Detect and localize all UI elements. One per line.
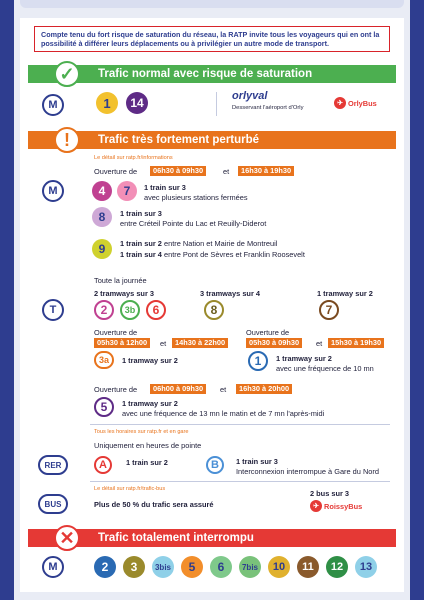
l8-text-2: entre Créteil Pointe du Lac et Reuilly-Diderot — [120, 219, 267, 228]
tram-t5-icon[interactable]: 5 — [94, 397, 114, 417]
saturation-notice: Compte tenu du fort risque de saturation du réseau, la RATP invite tous les voyageurs qui en ont la possibilité à différer leurs déplacements ou à privilégier un autre mode de transport. — [34, 26, 390, 52]
rer-a-text: 1 train sur 2 — [126, 458, 168, 467]
check-icon: ✓ — [54, 61, 80, 87]
rer-mode-icon: RER — [38, 455, 68, 475]
divider — [90, 481, 390, 482]
tram-t1-text-1: 1 tramway sur 2 — [276, 354, 332, 363]
tram-group-2-text: 3 tramways sur 4 — [200, 289, 260, 298]
metro-line-1-icon[interactable]: 1 — [96, 92, 118, 114]
metro-slot-evening: 16h30 à 19h30 — [238, 166, 294, 176]
metro-line-2-icon[interactable]: 2 — [94, 556, 116, 578]
metro-line-5-icon[interactable]: 5 — [181, 556, 203, 578]
tram-slot-b2: 15h30 à 19h30 — [328, 338, 384, 348]
bus-mode-icon: BUS — [38, 494, 68, 514]
metro-detail-link[interactable]: Le détail sur ratp.fr/informations — [94, 155, 173, 161]
rer-b-icon[interactable]: B — [206, 456, 224, 474]
tram-t3a-text: 1 tramway sur 2 — [122, 356, 178, 365]
tram-slot-c1: 06h00 à 09h30 — [150, 384, 206, 394]
tram-ouv-a: Ouverture de — [94, 328, 138, 337]
tram-t3b-icon[interactable]: 3b — [120, 300, 140, 320]
metro-line-6-icon[interactable]: 6 — [210, 556, 232, 578]
rer-a-icon[interactable]: A — [94, 456, 112, 474]
rer-b-text-1: 1 train sur 3 — [236, 457, 278, 466]
tram-t5-text-1: 1 tramway sur 2 — [122, 399, 178, 408]
tram-t6-icon[interactable]: 6 — [146, 300, 166, 320]
rer-b-text-2: Interconnexion interrompue à Gare du Nord — [236, 467, 379, 476]
l4-7-text-2: avec plusieurs stations fermées — [144, 193, 248, 202]
metro-line-9-icon[interactable]: 9 — [92, 239, 112, 259]
tram-et-c: et — [220, 385, 227, 394]
section-interrompu-title: Trafic totalement interrompu — [28, 529, 396, 547]
metro-line-12-icon[interactable]: 12 — [326, 556, 348, 578]
metro-mode-icon-3: M — [42, 556, 64, 578]
metro-line-14-icon[interactable]: 14 — [126, 92, 148, 114]
l9-text-1: 1 train sur 2 entre Nation et Mairie de Montreuil — [120, 239, 278, 248]
rer-detail-link[interactable]: Tous les horaires sur ratp.fr et en gare — [94, 429, 189, 435]
metro-line-11-icon[interactable]: 11 — [297, 556, 319, 578]
metro-ouverture-label: Ouverture de — [94, 167, 138, 176]
metro-mode-icon-2: M — [42, 180, 64, 202]
tram-et-a: et — [160, 339, 167, 348]
l9-text-2: 1 train sur 4 entre Pont de Sèvres et Franklin Roosevelt — [120, 250, 305, 259]
tram-t3a-icon[interactable]: 3a — [94, 351, 114, 369]
metro-line-3bis-icon[interactable]: 3bis — [152, 556, 174, 578]
roissybus-logo: RoissyBus — [324, 502, 363, 511]
tram-slot-c2: 16h30 à 20h00 — [236, 384, 292, 394]
metro-line-7-icon[interactable]: 7 — [117, 181, 137, 201]
bus-text: Plus de 50 % du trafic sera assuré — [94, 500, 214, 509]
tram-ouv-c: Ouverture de — [94, 385, 138, 394]
roissybus-icon: ✈ — [310, 500, 322, 512]
orlyval-logo: orlyval — [232, 90, 268, 102]
tram-group-1-text: 2 tramways sur 3 — [94, 289, 154, 298]
tram-slot-b1: 05h30 à 09h30 — [246, 338, 302, 348]
warning-icon: ! — [54, 127, 80, 153]
metro-line-8-icon[interactable]: 8 — [92, 207, 112, 227]
tram-slot-a1: 05h30 à 12h00 — [94, 338, 150, 348]
tram-t7-icon[interactable]: 7 — [319, 300, 339, 320]
tram-t2-icon[interactable]: 2 — [94, 300, 114, 320]
metro-et: et — [223, 167, 230, 176]
metro-slot-morning: 06h30 à 09h30 — [150, 166, 206, 176]
roissybus-ratio: 2 bus sur 3 — [310, 489, 350, 498]
tram-toute-journee: Toute la journée — [94, 276, 147, 285]
orlybus-logo: OrlyBus — [348, 99, 377, 108]
metro-line-13-icon[interactable]: 13 — [355, 556, 377, 578]
tram-ouv-b: Ouverture de — [246, 328, 290, 337]
cross-icon: ✕ — [54, 525, 80, 551]
tram-t1-icon[interactable]: 1 — [248, 351, 268, 371]
tram-t1-text-2: avec une fréquence de 10 mn — [276, 364, 374, 373]
tram-group-3-text: 1 tramway sur 2 — [317, 289, 373, 298]
metro-line-3-icon[interactable]: 3 — [123, 556, 145, 578]
top-strip — [20, 0, 404, 8]
orlybus-icon: ✈ — [334, 97, 346, 109]
tram-et-b: et — [316, 339, 323, 348]
l8-text-1: 1 train sur 3 — [120, 209, 162, 218]
l4-7-text-1: 1 train sur 3 — [144, 183, 186, 192]
section-perturbe-title: Trafic très fortement perturbé — [28, 131, 396, 149]
tram-t8-icon[interactable]: 8 — [204, 300, 224, 320]
tram-slot-a2: 14h30 à 22h00 — [172, 338, 228, 348]
metro-mode-icon: M — [42, 94, 64, 116]
metro-line-4-icon[interactable]: 4 — [92, 181, 112, 201]
orlyval-subtitle: Desservant l'aéroport d'Orly — [232, 105, 304, 111]
rer-peak-text: Uniquement en heures de pointe — [94, 441, 202, 450]
page — [14, 0, 410, 600]
metro-line-7bis-icon[interactable]: 7bis — [239, 556, 261, 578]
tram-t5-text-2: avec une fréquence de 13 mn le matin et de 7 mn l'après-midi — [122, 409, 325, 418]
tram-mode-icon: T — [42, 299, 64, 321]
divider — [90, 424, 390, 425]
bus-detail-link[interactable]: Le détail sur ratp.fr/trafic-bus — [94, 486, 166, 492]
divider — [216, 92, 217, 116]
section-normal-title: Trafic normal avec risque de saturation — [28, 65, 396, 83]
metro-line-10-icon[interactable]: 10 — [268, 556, 290, 578]
